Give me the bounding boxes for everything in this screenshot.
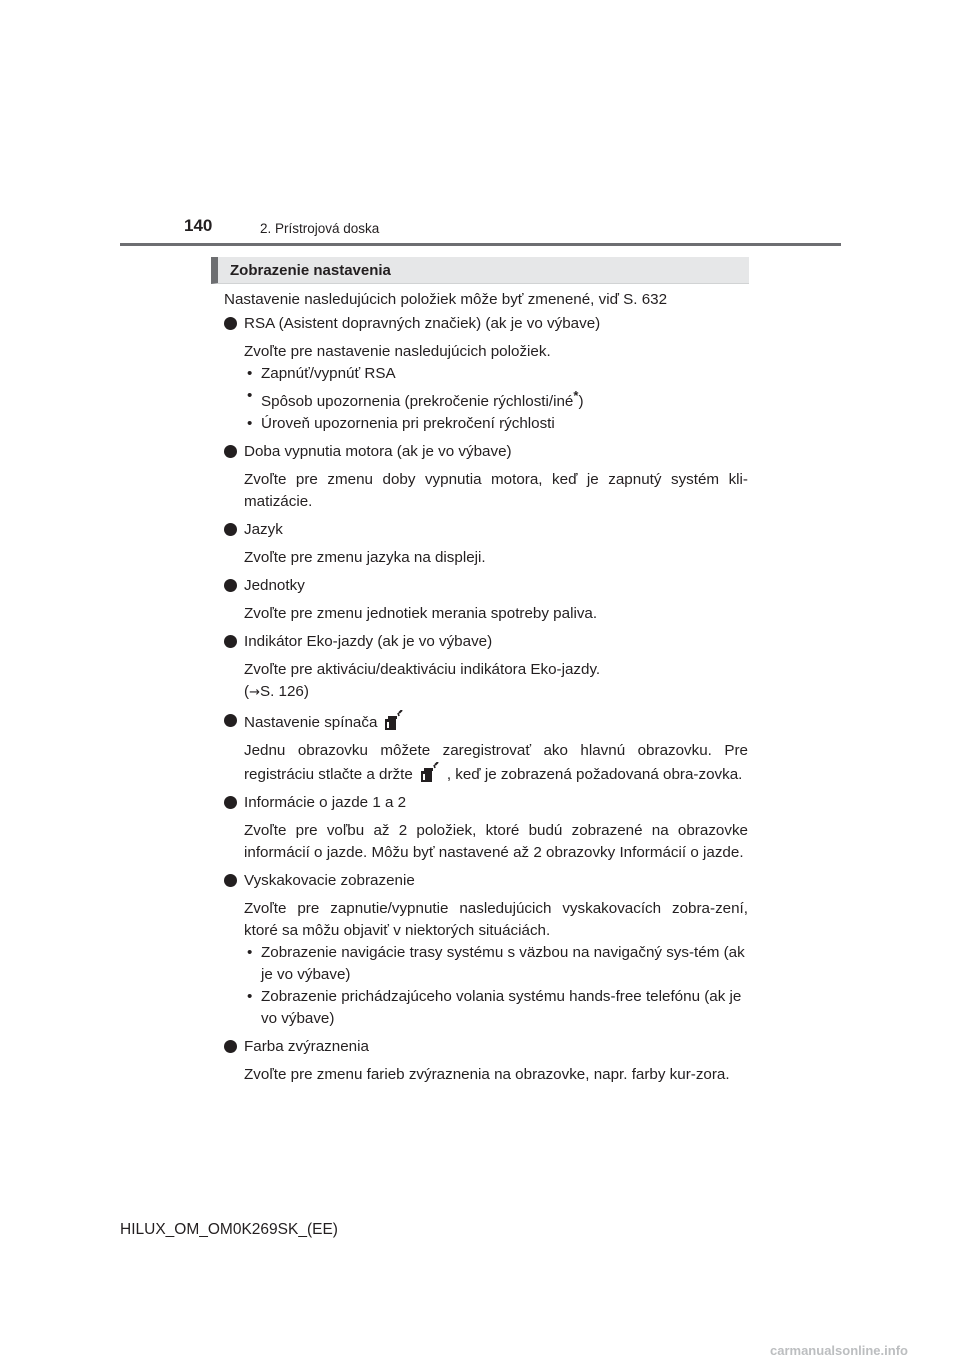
- sub-item: • Spôsob upozornenia (prekročenie rýchlosti/iné*): [244, 385, 748, 413]
- bullet-icon: [224, 445, 237, 458]
- setting-item-popup: [224, 870, 748, 1030]
- bullet-icon: [224, 317, 237, 330]
- setting-item-units: [224, 575, 748, 625]
- section-title: Zobrazenie nastavenia: [230, 262, 391, 279]
- sub-item: • Zobrazenie navigácie trasy systému s väzbou na navigačný sys-tém (ak je vo výbave): [244, 942, 748, 986]
- sub-list: [244, 942, 748, 1030]
- item-description: Zvoľte pre voľbu až 2 položiek, ktoré budú zobrazené na obrazovke informácií o jazde. Môžu byť nastavené až 2 obrazovky Informácií o jazde.: [244, 822, 748, 862]
- setting-item-rsa: [224, 313, 748, 435]
- item-title: Nastavenie spínača: [244, 714, 378, 732]
- item-title: Vyskakovacie zobrazenie: [244, 872, 415, 890]
- item-title: Farba zvýraznenia: [244, 1038, 369, 1056]
- content-body: [224, 289, 748, 1092]
- bullet-icon: [224, 1040, 237, 1053]
- item-description: Zvoľte pre zmenu farieb zvýraznenia na obrazovke, napr. farby kur-zora.: [244, 1066, 730, 1084]
- watermark: carmanualsonline.info: [770, 1343, 908, 1358]
- setting-item-engine-off: [224, 441, 748, 513]
- chapter-title: 2. Prístrojová doska: [260, 221, 380, 236]
- item-title: Jednotky: [244, 577, 305, 595]
- setting-item-switch: [224, 710, 748, 786]
- hold-press-switch-icon: [383, 710, 405, 732]
- page-reference: S. 126): [259, 683, 309, 701]
- item-title: Informácie o jazde 1 a 2: [244, 794, 407, 812]
- bullet-icon: [224, 579, 237, 592]
- sub-item: • Zobrazenie prichádzajúceho volania systému hands-free telefónu (ak je vo výbave): [244, 986, 748, 1030]
- sub-item: • Úroveň upozornenia pri prekročení rýchlosti: [244, 413, 748, 435]
- item-title: Doba vypnutia motora (ak je vo výbave): [244, 443, 512, 461]
- intro-text: Nastavenie nasledujúcich položiek môže byť zmenené, viď S. 632: [224, 291, 668, 308]
- arrow-right-icon: →: [249, 685, 260, 701]
- hold-press-switch-icon: [419, 762, 441, 784]
- item-title: Indikátor Eko-jazdy (ak je vo výbave): [244, 633, 493, 651]
- bullet-icon: [224, 635, 237, 648]
- document-code: HILUX_OM_OM0K269SK_(EE): [120, 1221, 338, 1238]
- asterisk-mark: *: [573, 388, 579, 403]
- section-header: [211, 257, 749, 284]
- bullet-icon: [224, 714, 237, 727]
- item-description: Zvoľte pre zmenu doby vypnutia motora, keď je zapnutý systém kli-matizácie.: [244, 471, 748, 511]
- setting-item-accent-color: [224, 1036, 748, 1086]
- item-description: Jednu obrazovku môžete zaregistrovať ako hlavnú obrazovku. Pre registráciu stlačte a držte , keď je zobrazená požadovaná obra-zovka.: [244, 742, 748, 784]
- bullet-icon: [224, 523, 237, 536]
- sub-item: • Zapnúť/vypnúť RSA: [244, 363, 748, 385]
- sub-list: [244, 363, 748, 435]
- bullet-icon: [224, 796, 237, 809]
- item-description: Zvoľte pre aktiváciu/deaktiváciu indikátora Eko-jazdy. (→S. 126): [244, 661, 601, 701]
- header-divider: [120, 243, 841, 246]
- setting-item-eco-drive: [224, 631, 748, 704]
- item-description: Zvoľte pre zmenu jazyka na displeji.: [244, 549, 486, 567]
- item-description: Zvoľte pre zmenu jednotiek merania spotreby paliva.: [244, 605, 598, 623]
- item-description: Zvoľte pre nastavenie nasledujúcich položiek.: [244, 343, 551, 360]
- bullet-icon: [224, 874, 237, 887]
- item-title: RSA (Asistent dopravných značiek) (ak je vo výbave): [244, 315, 601, 332]
- setting-item-drive-info: [224, 792, 748, 864]
- setting-item-language: [224, 519, 748, 569]
- item-title: Jazyk: [244, 521, 283, 539]
- item-description: Zvoľte pre zapnutie/vypnutie nasledujúcich vyskakovacích zobra-zení, ktoré sa môžu objaviť v niektorých situáciách.: [244, 900, 748, 940]
- page-number: 140: [184, 216, 213, 235]
